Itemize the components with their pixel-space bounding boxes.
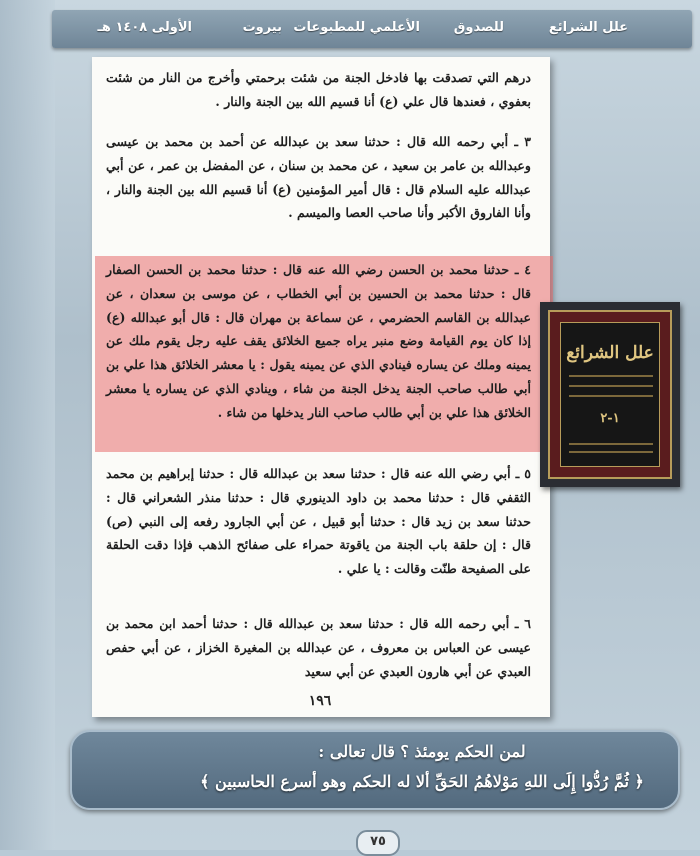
paragraph-4: ٥ ـ أبي رضي الله عنه قال : حدثنا سعد بن عبدالله قال : حدثنا إبراهيم بن محمد الثقفي قال : حدثنا محمد بن داود الدينوري قال : حدثنا منذر الشعراني قال : حدثنا سعد بن زيد قال : حدثنا أبو قبيل ، عن أبي الجارود رفعه إلى النبي (ص) قال : إن حلقة باب الجنة من ياقوتة حمراء على صفائح الذهب فإذا دقت الحلقة على الصفيحة طنّت وقالت : يا علي . (106, 466, 531, 577)
header-author: للصدوق (453, 20, 504, 35)
header-city: بيروت (242, 20, 282, 35)
book-cover-frame (548, 310, 672, 479)
footer-page-number: ٧٥ (356, 830, 400, 856)
banner-question: لمن الحكم يومئذ ؟ قال تعالى : (318, 742, 526, 761)
background-stripe (0, 0, 55, 850)
book-cover-ornament-line (569, 451, 653, 453)
paragraph-2: ٣ ـ أبي رحمه الله قال : حدثنا سعد بن عبدالله عن أحمد بن محمد بن عيسى وعبدالله بن عامر بن سعيد ، عن محمد بن سنان ، عن المفضل بن عمر ، عن أبي عبدالله عليه السلام قال : قال أمير المؤمنين (ع) أنا قسيم الله بين الجنة والنار ، وأنا الفاروق الأكبر وأنا صاحب العصا والميسم . (106, 134, 531, 221)
header-publisher: الأعلمي للمطبوعات (293, 20, 420, 35)
paragraph-5: ٦ ـ أبي رحمه الله قال : حدثنا سعد بن عبدالله قال : حدثنا أحمد ابن محمد بن عيسى عن العباس بن معروف ، عن عبدالله بن المغيرة الخزاز ، عن أبي حفص العبدي عن أبي هارون العبدي عن أبي سعيد (106, 616, 531, 679)
book-cover-volume: ١-٢ (600, 411, 620, 426)
header-edition: الأولى ١٤٠٨ هـ (97, 20, 192, 35)
paragraph-3: ٤ ـ حدثنا محمد بن الحسن رضي الله عنه قال : حدثنا محمد بن الحسن الصفار قال : حدثنا محمد بن الحسين بن أبي الخطاب ، عن موسى بن سعدان ، عن عبدالله بن القاسم الحضرمي ، عن سماعة بن مهران قال : قال أبو عبدالله (ع) إذا كان يوم القيامة وضع منبر يراه جميع الخلائق يقف عليه رجل يقوم ملك عن يمينه وملك عن يساره فينادي الذي عن يمينه يقول : يا معشر الخلائق هذا علي بن أبي طالب صاحب الجنة يدخل الجنة من شاء ، وينادي الذي عن يساره يا معشر الخلائق هذا علي بن أبي طالب صاحب النار يدخلها من شاء . (106, 262, 531, 420)
banner-verse: ﴿ ثُمَّ رُدُّوا إِلَى اللهِ مَوْلاهُمُ الحَقِّ ألا له الحكم وهو أسرع الحاسبين ﴾ (200, 772, 644, 791)
page-number: ١٩٦ (308, 693, 332, 709)
book-cover-ornament-line (569, 395, 653, 397)
book-cover-ornament-line (569, 385, 653, 387)
book-cover-ornament-line (569, 375, 653, 377)
header-book-title: علل الشرائع (548, 20, 628, 35)
quote-banner (70, 730, 680, 810)
header-bar (52, 10, 692, 48)
book-cover-ornament-line (569, 443, 653, 445)
paragraph-1: درهم التي تصدقت بها فادخل الجنة من شئت برحمتي وأخرج من النار من شئت بعفوي ، فعندها قال علي (ع) أنا قسيم الله بين الجنة والنار . (106, 70, 531, 109)
book-cover-title: علل الشرائع (566, 343, 654, 363)
book-cover-image (540, 302, 680, 487)
book-cover-panel (560, 322, 660, 467)
